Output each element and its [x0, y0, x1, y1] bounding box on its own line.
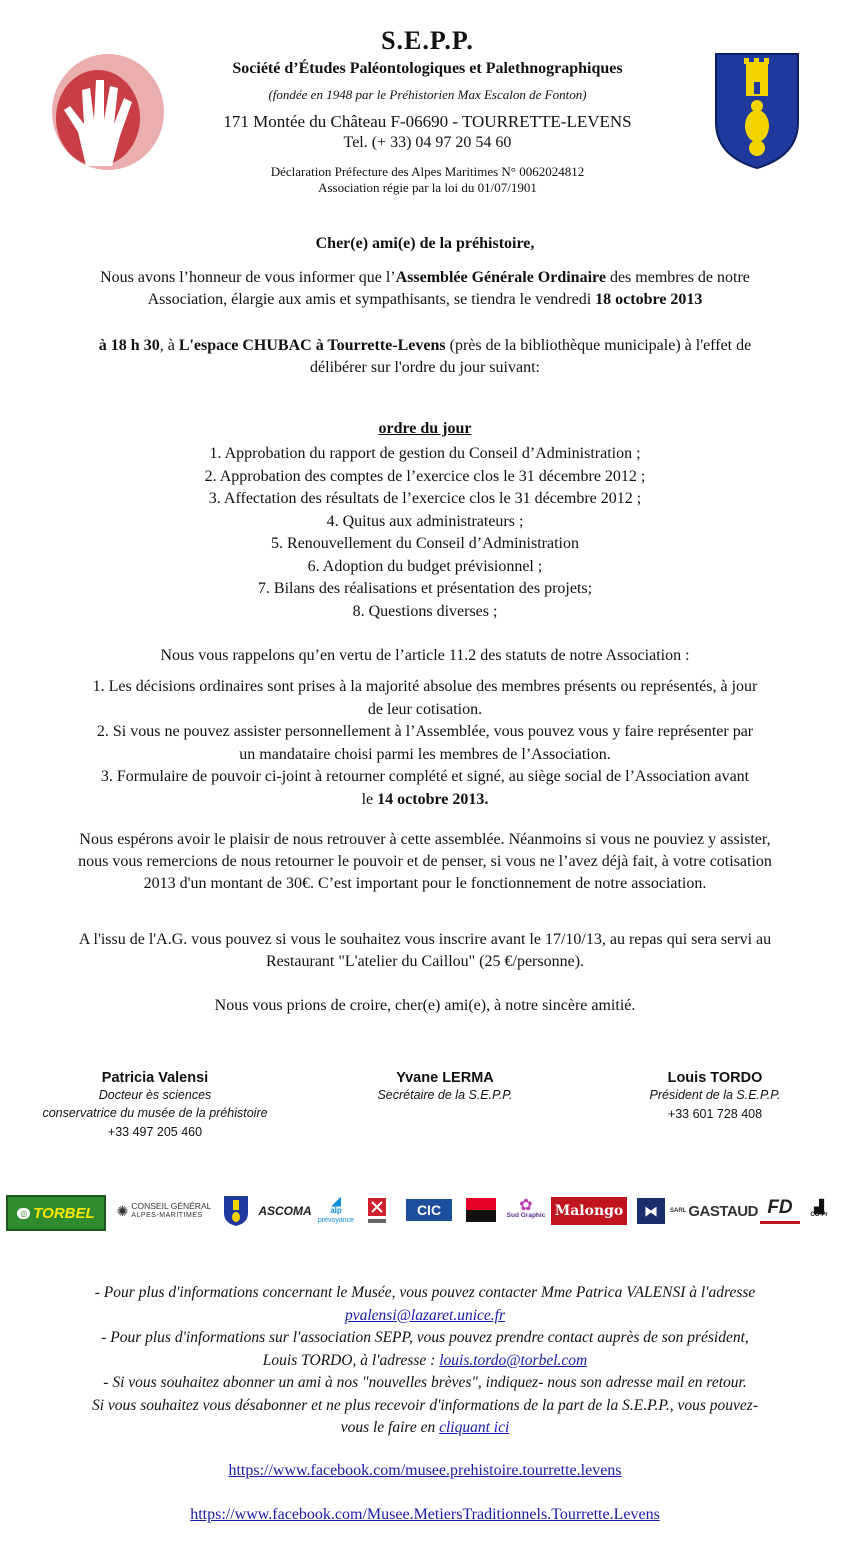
org-declaration [180, 164, 675, 196]
intro-text: Nous avons l’honneur de vous informer que l’ [100, 269, 396, 286]
footer-museum-line: - Pour plus d'informations concernant le Musée, vous pouvez contacter Mme Patrica VALENSI à l'adresse [94, 1284, 756, 1301]
unsubscribe-link[interactable]: cliquant ici [439, 1419, 510, 1436]
rule-line: un mandataire choisi parmi les membres de l’Association. [239, 745, 611, 763]
sud-graphic-logo [506, 1195, 546, 1227]
agenda-item: 5. Renouvellement du Conseil d’Administration [271, 535, 579, 552]
facebook-metiers-link-row [0, 1506, 850, 1524]
statutes-reminder: Nous vous rappelons qu’en vertu de l’article 11.2 des statuts de notre Association : [160, 647, 690, 664]
meeting-date: 18 octobre 2013 [595, 291, 703, 308]
agenda-item: 4. Quitus aux administrateurs ; [326, 512, 524, 530]
fd-text: FD [767, 1197, 793, 1218]
rule-line: 3. Formulaire de pouvoir ci-joint à retourner complété et signé, au siège social de l’Association avant [100, 768, 750, 785]
hope-line: Nous espérons avoir le plaisir de nous retrouver à cette assemblée. Néanmoins si vous ne pouviez y assister, [79, 831, 771, 848]
alp-prevoyance-logo [316, 1195, 356, 1227]
societe-generale-logo [466, 1197, 496, 1223]
rule-line: de leur cotisation. [367, 700, 483, 718]
signatory-name: Yvane LERMA [396, 1070, 494, 1086]
cg-emblem-icon: ✺ [116, 1202, 129, 1219]
signatory-name: Patricia Valensi [101, 1070, 209, 1086]
declaration-prefecture: Déclaration Préfecture des Alpes Maritimes N° 0062024812 [270, 164, 585, 179]
place-line-1 [0, 335, 850, 357]
president-text: Louis TORDO, à l'adresse : [262, 1351, 440, 1369]
greeting: Cher(e) ami(e) de la préhistoire, [315, 235, 535, 252]
caisse-epargne-logo [362, 1195, 392, 1227]
intro-text-2: Association, élargie aux amis et sympathisants, se tiendra le vendredi [147, 291, 596, 308]
footer-sepp-line: - Pour plus d'informations sur l'association SEPP, vous pouvez prendre contact auprès de son président, [101, 1329, 749, 1346]
cgpr-logo [806, 1195, 832, 1227]
ascoma-logo [256, 1195, 314, 1227]
torbel-logo: ◎ TORBEL [6, 1195, 106, 1231]
ascoma-text: ASCOMA [258, 1204, 312, 1218]
cic-text: CIC [416, 1202, 442, 1218]
hope-line: nous vous remercions de nous retourner le pouvoir et de penser, si vous ne l’avez déjà fait, à votre cotisation [78, 853, 772, 870]
facebook-metiers-link[interactable]: https://www.facebook.com/Musee.MetiersTraditionnels.Tourrette.Levens [190, 1506, 660, 1523]
place-paragraph [0, 335, 850, 379]
meeting-time: à 18 h 30 [98, 337, 160, 354]
agenda-item: 8. Questions diverses ; [352, 602, 498, 620]
closing: Nous vous prions de croire, cher(e) ami(e), à notre sincère amitié. [214, 997, 636, 1014]
intro-text-end: des membres de notre [605, 269, 750, 286]
gastaud-text: GASTAUD [688, 1202, 758, 1220]
intro-line-2 [0, 289, 850, 311]
signatory-role: Docteur ès sciences [98, 1088, 212, 1102]
place-sep: , à [159, 337, 179, 354]
agenda-item: 1. Approbation du rapport de gestion du Conseil d’Administration ; [209, 445, 641, 462]
agenda-item: 7. Bilans des réalisations et présentation des projets; [257, 580, 593, 597]
cgpr-icon: ▟ [814, 1199, 824, 1214]
hope-line: 2013 d'un montant de 30€. C’est important pour le fonctionnement de notre association. [143, 875, 707, 892]
fd-logo [760, 1195, 800, 1224]
sepp-hand-logo [38, 40, 164, 178]
signature-valensi [10, 1070, 300, 1142]
facebook-museum-link[interactable]: https://www.facebook.com/musee.prehistoire.tourrette.levens [228, 1462, 622, 1479]
footer-museum-email-line [0, 1305, 850, 1328]
intro-paragraph [0, 267, 850, 311]
meal-line: Restaurant "L'atelier du Caillou" (25 €/personne). [265, 953, 585, 970]
footer-info [0, 1282, 850, 1440]
deadline-date: 14 octobre 2013. [377, 790, 489, 808]
signatory-role: Président de la S.E.P.P. [649, 1088, 781, 1102]
rule-line: 2. Si vous ne pouvez assister personnellement à l’Assemblée, vous pouvez vous y faire représenter par [96, 723, 754, 740]
facebook-museum-link-row [0, 1462, 850, 1480]
small-shield-logo [222, 1194, 250, 1228]
cg-text: CONSEIL GÉNÉRAL [131, 1201, 212, 1211]
meal-line: A l'issu de l'A.G. vous pouvez si vous le souhaitez vous inscrire avant le 17/10/13, au repas qui sera servi au [78, 931, 772, 948]
signatory-name: Louis TORDO [667, 1070, 763, 1086]
meeting-place: L'espace CHUBAC à Tourrette-Levens [178, 337, 446, 354]
place-detail: (près de la bibliothèque municipale) à l'effet de [445, 337, 752, 354]
agenda-item: 3. Affectation des résultats de l’exercice clos le 31 décembre 2012 ; [208, 490, 642, 507]
fish-icon: ⧓ [644, 1202, 658, 1219]
unsubscribe-text: vous le faire en [340, 1419, 440, 1436]
sud-text: Sud Graphic [506, 1212, 546, 1219]
hope-paragraph [0, 829, 850, 895]
alp-text: alp [330, 1206, 342, 1215]
signatory-phone: +33 497 205 460 [107, 1125, 203, 1139]
signatory-role: Secrétaire de la S.E.P.P. [377, 1088, 513, 1102]
conseil-general-logo [110, 1195, 218, 1227]
signature-tordo [590, 1070, 840, 1124]
flower-icon: ✿ [519, 1197, 533, 1214]
cgpr-text: CG-Pr [810, 1212, 828, 1218]
footer-subscribe-line: - Si vous souhaitez abonner un ami à nos "nouvelles brèves", indiquez- nous son adresse mail en retour. [103, 1374, 747, 1391]
deadline-prefix: le [361, 790, 378, 808]
meal-paragraph [0, 929, 850, 973]
org-address: 171 Montée du Château F-06690 - TOURRETTE-LEVENS [223, 112, 632, 131]
footer-unsubscribe-link-line [0, 1417, 850, 1440]
footer-unsubscribe-line: Si vous souhaitez vous désabonner et ne plus recevoir d'informations de la part de la S.E.P.P., vous pouvez- [91, 1396, 758, 1414]
declaration-law: Association régie par la loi du 01/07/1901 [318, 180, 537, 195]
agenda-item: 2. Approbation des comptes de l’exercice clos le 31 décembre 2012 ; [204, 467, 646, 485]
cic-logo [406, 1199, 452, 1221]
rule-line: 1. Les décisions ordinaires sont prises à la majorité absolue des membres présents ou représentés, à jour [92, 678, 758, 695]
malongo-logo [551, 1197, 627, 1225]
museum-email-link[interactable]: pvalensi@lazaret.unice.fr [344, 1306, 506, 1324]
gastaud-prefix: SARL [670, 1208, 687, 1214]
org-full-name: Société d’Études Paléontologiques et Palethnographiques [232, 60, 623, 77]
signatory-role: conservatrice du musée de la préhistoire [42, 1106, 268, 1120]
org-founded: (fondée en 1948 par le Préhistorien Max Escalon de Fonton) [268, 87, 587, 102]
agenda-title: ordre du jour [378, 420, 472, 437]
cg-text-2: ALPES-MARITIMES [131, 1212, 203, 1219]
place-line-2: délibérer sur l'ordre du jour suivant: [310, 359, 540, 376]
meeting-type: Assemblée Générale Ordinaire [395, 269, 606, 286]
malongo-text: Malongo [554, 1203, 624, 1219]
footer-president-line [0, 1350, 850, 1373]
rule-line-deadline [0, 789, 850, 812]
intro-line-1 [0, 267, 850, 289]
fish-logo [637, 1198, 665, 1224]
statutes-rules [0, 676, 850, 811]
gastaud-logo [672, 1195, 756, 1227]
alp-swoosh-icon: ◢ [331, 1193, 341, 1208]
signature-lerma [300, 1070, 590, 1104]
org-phone: Tel. (+ 33) 04 97 20 54 60 [343, 134, 512, 151]
president-email-link[interactable]: louis.tordo@torbel.com [439, 1351, 588, 1369]
agenda-list [0, 443, 850, 623]
tourrette-levens-coat-of-arms [714, 52, 800, 170]
alp-text-2: prévoyance [317, 1217, 355, 1224]
agenda-item: 6. Adoption du budget prévisionnel ; [307, 557, 543, 575]
torbel-text: TORBEL [33, 1204, 95, 1222]
signatory-phone: +33 601 728 408 [667, 1107, 763, 1121]
org-acronym: S.E.P.P. [381, 26, 474, 55]
